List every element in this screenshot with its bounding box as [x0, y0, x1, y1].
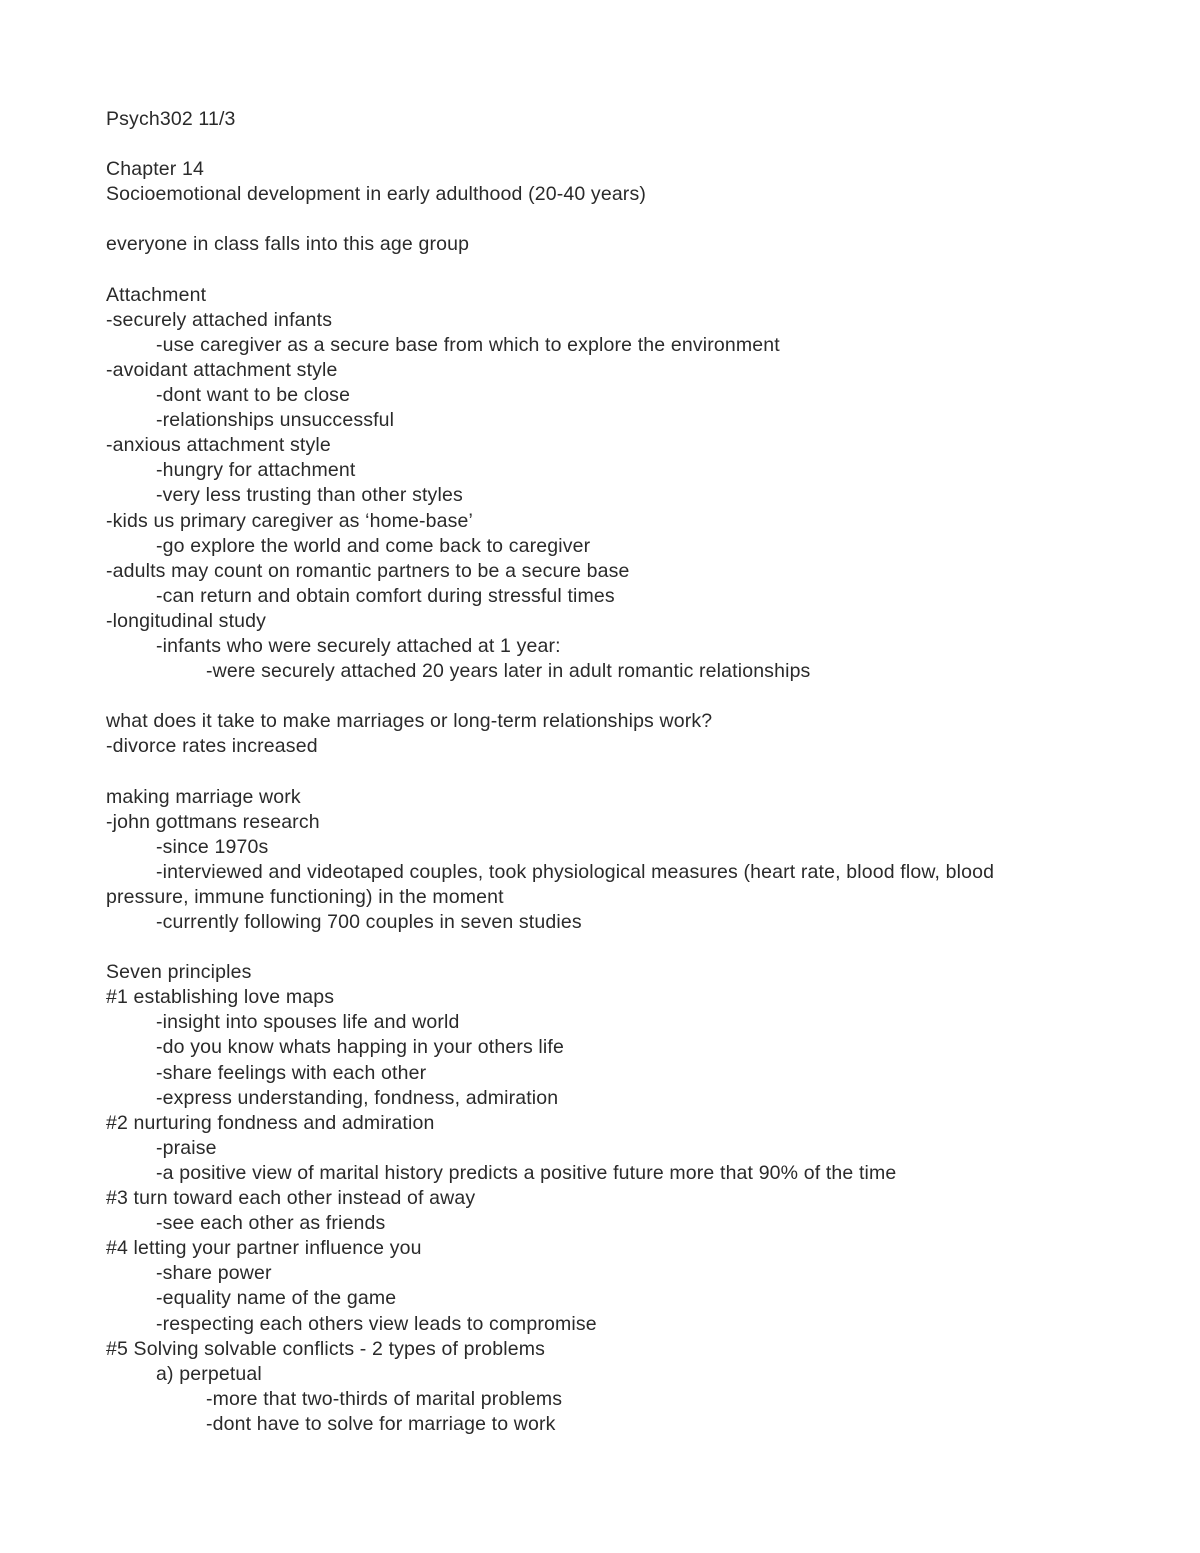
chapter-subtitle: Socioemotional development in early adulthood (20-40 years) [106, 183, 646, 206]
principle-line: -more that two-thirds of marital problems [206, 1387, 563, 1410]
principle-line: #1 establishing love maps [106, 986, 335, 1009]
attachment-line: -go explore the world and come back to caregiver [156, 534, 591, 557]
attachment-line: -longitudinal study [106, 609, 267, 632]
principle-line: -express understanding, fondness, admiration [156, 1086, 559, 1109]
marriage-question: what does it take to make marriages or long-term relationships work? [106, 710, 713, 733]
blank-line [106, 258, 1106, 283]
attachment-line: -kids us primary caregiver as ‘home-base’ [106, 509, 474, 532]
chapter-title: Chapter 14 [106, 158, 204, 181]
attachment-line: -use caregiver as a secure base from which to explore the environment [156, 333, 780, 356]
principle-line: -respecting each others view leads to compromise [156, 1312, 597, 1335]
course-header: Psych302 11/3 [106, 108, 236, 130]
lecture-notes [106, 107, 1106, 1437]
principle-line: a) perpetual [156, 1362, 262, 1385]
marriage-question-point: -divorce rates increased [106, 735, 318, 758]
attachment-line: -anxious attachment style [106, 434, 331, 457]
attachment-line: -infants who were securely attached at 1 year: [156, 634, 561, 657]
blank-line [106, 759, 1106, 784]
attachment-line: -hungry for attachment [156, 459, 356, 482]
making-marriage-heading: making marriage work [106, 785, 301, 808]
making-marriage-line: -since 1970s [156, 835, 269, 858]
principle-line: #2 nurturing fondness and admiration [106, 1111, 435, 1134]
blank-line [106, 132, 1106, 157]
making-marriage-line: -currently following 700 couples in seven studies [156, 911, 582, 933]
principle-line: -insight into spouses life and world [156, 1011, 460, 1034]
principle-line: -share power [156, 1262, 272, 1285]
making-marriage-line: -interviewed and videotaped couples, took physiological measures (heart rate, blood flow, blood [156, 860, 995, 883]
principle-line: #5 Solving solvable conflicts - 2 types of problems [106, 1337, 546, 1360]
attachment-line: -adults may count on romantic partners to be a secure base [106, 559, 630, 582]
attachment-line: -can return and obtain comfort during stressful times [156, 584, 615, 607]
principle-line: #4 letting your partner influence you [106, 1237, 422, 1260]
principle-line: -share feelings with each other [156, 1061, 427, 1084]
blank-line [106, 207, 1106, 232]
principle-line: -see each other as friends [156, 1212, 386, 1235]
principle-line: -a positive view of marital history predicts a positive future more that 90% of the time [156, 1161, 897, 1184]
principle-line: -dont have to solve for marriage to work [206, 1412, 556, 1435]
making-marriage-line: pressure, immune functioning) in the moment [106, 885, 504, 908]
principle-line: -do you know whats happing in your others life [156, 1036, 564, 1059]
principle-line: -equality name of the game [156, 1287, 397, 1310]
attachment-line: -relationships unsuccessful [156, 409, 395, 432]
attachment-line: -dont want to be close [156, 384, 351, 407]
blank-line [106, 684, 1106, 709]
intro-note: everyone in class falls into this age group [106, 233, 470, 256]
attachment-heading: Attachment [106, 283, 207, 306]
attachment-line: -very less trusting than other styles [156, 484, 463, 507]
attachment-line: -securely attached infants [106, 308, 333, 331]
principle-line: -praise [156, 1136, 217, 1159]
principle-line: #3 turn toward each other instead of away [106, 1187, 476, 1210]
attachment-line: -avoidant attachment style [106, 358, 338, 381]
attachment-line: -were securely attached 20 years later in adult romantic relationships [206, 660, 811, 683]
making-marriage-line: -john gottmans research [106, 810, 320, 833]
blank-line [106, 935, 1106, 960]
principles-heading: Seven principles [106, 961, 252, 984]
